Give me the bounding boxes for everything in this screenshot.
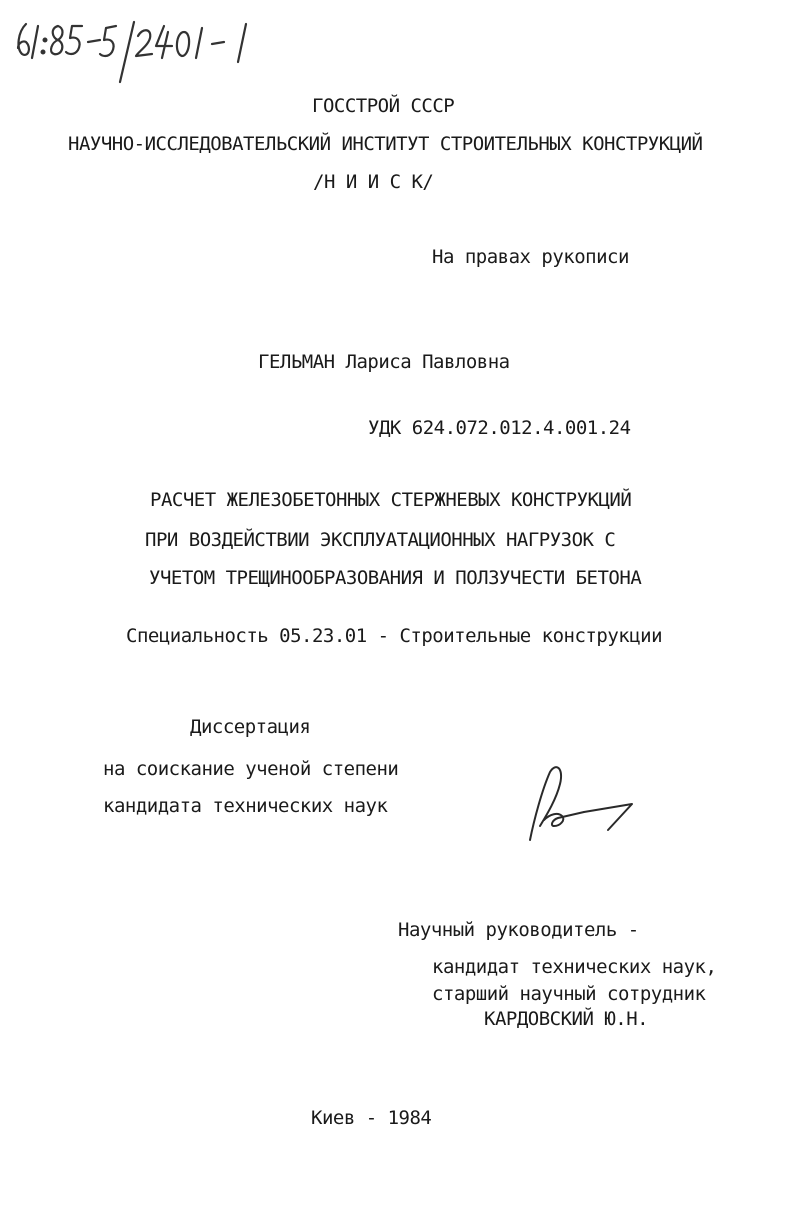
author-name: ГЕЛЬМАН Лариса Павловна <box>258 351 510 373</box>
supervisor-name: КАРДОВСКИЙ Ю.Н. <box>484 1008 649 1030</box>
specialty: Специальность 05.23.01 - Строительные конструкции <box>126 625 663 647</box>
header-line-3: /Н И И С К/ <box>313 171 434 193</box>
udk-code: УДК 624.072.012.4.001.24 <box>368 417 631 439</box>
dissertation-line-2: на соискание ученой степени <box>103 758 399 780</box>
header-line-2: НАУЧНО-ИССЛЕДОВАТЕЛЬСКИЙ ИНСТИТУТ СТРОИТЕЛЬНЫХ КОНСТРУКЦИЙ <box>68 133 703 155</box>
handwritten-archive-number <box>12 18 262 93</box>
header-line-1: ГОССТРОЙ СССР <box>312 95 455 117</box>
handwritten-archive-number-drawing <box>12 18 262 93</box>
title-line-2: ПРИ ВОЗДЕЙСТВИИ ЭКСПЛУАТАЦИОННЫХ НАГРУЗОК С <box>145 529 616 551</box>
signature <box>520 760 650 850</box>
dissertation-line-1: Диссертация <box>190 716 311 738</box>
supervisor-line-3: старший научный сотрудник <box>432 983 706 1005</box>
manuscript-rights: На правах рукописи <box>432 246 629 268</box>
supervisor-line-1: Научный руководитель - <box>398 919 639 941</box>
footer-city-year: Киев - 1984 <box>311 1107 432 1129</box>
dissertation-line-3: кандидата технических наук <box>103 795 388 817</box>
title-line-1: РАСЧЕТ ЖЕЛЕЗОБЕТОННЫХ СТЕРЖНЕВЫХ КОНСТРУКЦИЙ <box>150 489 632 511</box>
supervisor-line-2: кандидат технических наук, <box>432 956 717 978</box>
title-line-3: УЧЕТОМ ТРЕЩИНООБРАЗОВАНИЯ И ПОЛЗУЧЕСТИ БЕТОНА <box>149 567 642 589</box>
signature-drawing <box>520 760 650 850</box>
